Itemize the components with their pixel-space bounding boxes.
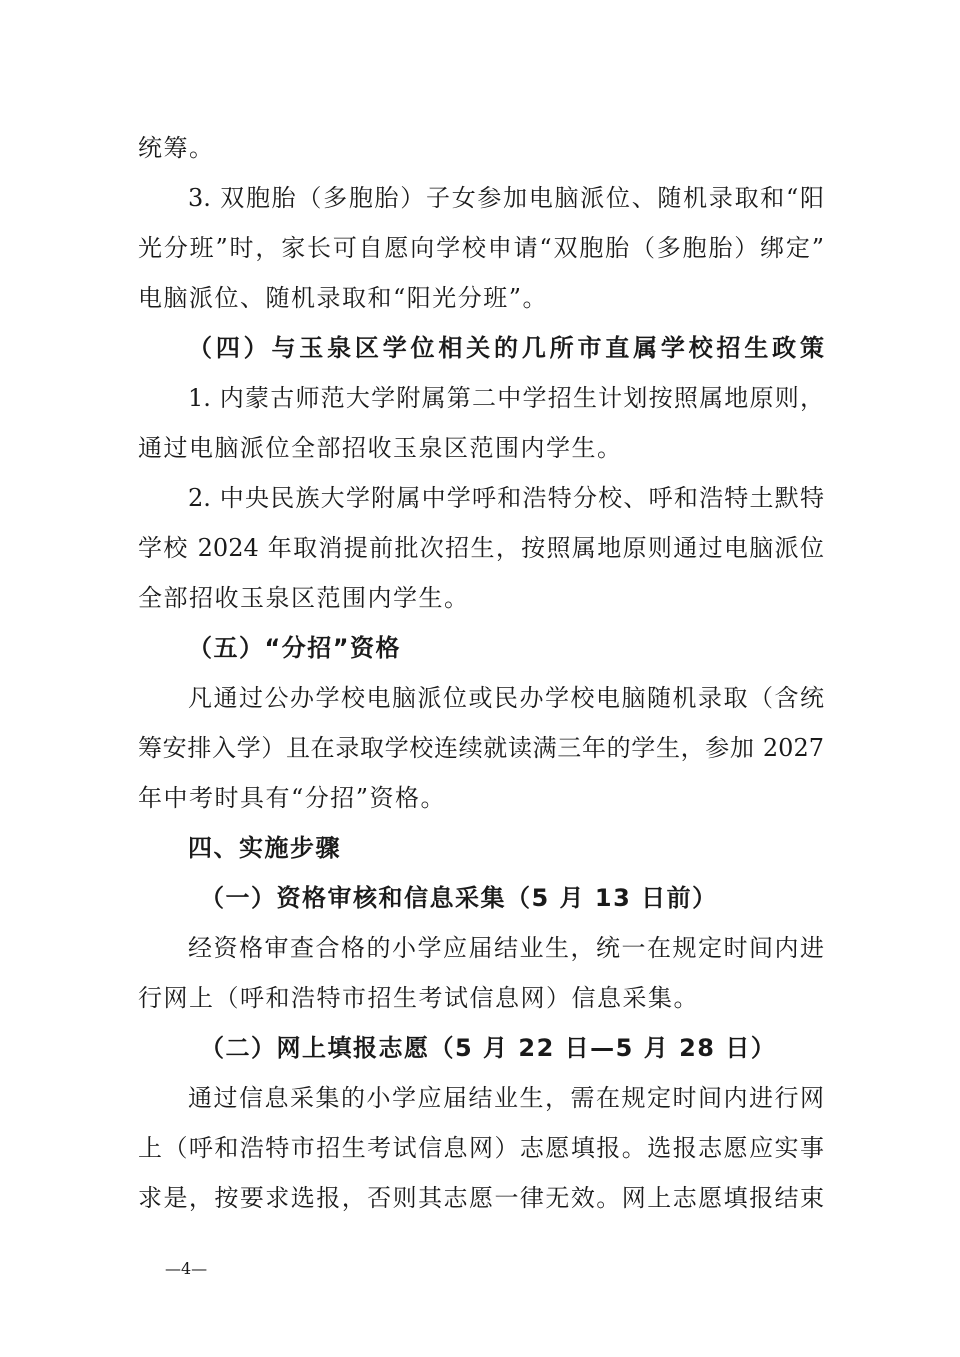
body-line: 光分班”时，家长可自愿向学校申请“双胞胎（多胞胎）绑定”	[138, 234, 824, 262]
body-line: 学校 2024 年取消提前批次招生，按照属地原则通过电脑派位	[138, 534, 824, 562]
chapter-heading: 四、实施步骤	[188, 834, 341, 862]
body-line: 1. 内蒙古师范大学附属第二中学招生计划按照属地原则，	[188, 384, 824, 412]
section-heading: （五）“分招”资格	[188, 634, 402, 662]
body-line: 通过信息采集的小学应届结业生，需在规定时间内进行网	[188, 1084, 824, 1112]
body-line: 全部招收玉泉区范围内学生。	[138, 584, 470, 612]
body-line: 通过电脑派位全部招收玉泉区范围内学生。	[138, 434, 623, 462]
body-line: 年中考时具有“分招”资格。	[138, 784, 447, 812]
body-line: 上（呼和浩特市招生考试信息网）志愿填报。选报志愿应实事	[138, 1134, 824, 1162]
body-line: 行网上（呼和浩特市招生考试信息网）信息采集。	[138, 984, 699, 1012]
section-heading: （四）与玉泉区学位相关的几所市直属学校招生政策	[188, 334, 824, 362]
body-line: 2. 中央民族大学附属中学呼和浩特分校、呼和浩特土默特	[188, 484, 824, 512]
section-heading: （二）网上填报志愿（5 月 22 日—5 月 28 日）	[200, 1034, 777, 1062]
body-line: 凡通过公办学校电脑派位或民办学校电脑随机录取（含统	[188, 684, 824, 712]
body-line: 3. 双胞胎（多胞胎）子女参加电脑派位、随机录取和“阳	[188, 184, 824, 212]
body-line: 统筹。	[138, 134, 215, 162]
body-line: 电脑派位、随机录取和“阳光分班”。	[138, 284, 549, 312]
section-heading: （一）资格审核和信息采集（5 月 13 日前）	[200, 884, 718, 912]
body-line: 求是，按要求选报，否则其志愿一律无效。网上志愿填报结束	[138, 1184, 824, 1212]
body-line: 经资格审查合格的小学应届结业生，统一在规定时间内进	[188, 934, 824, 962]
page-number: —4—	[165, 1259, 208, 1278]
body-line: 筹安排入学）且在录取学校连续就读满三年的学生，参加 2027	[138, 734, 824, 762]
